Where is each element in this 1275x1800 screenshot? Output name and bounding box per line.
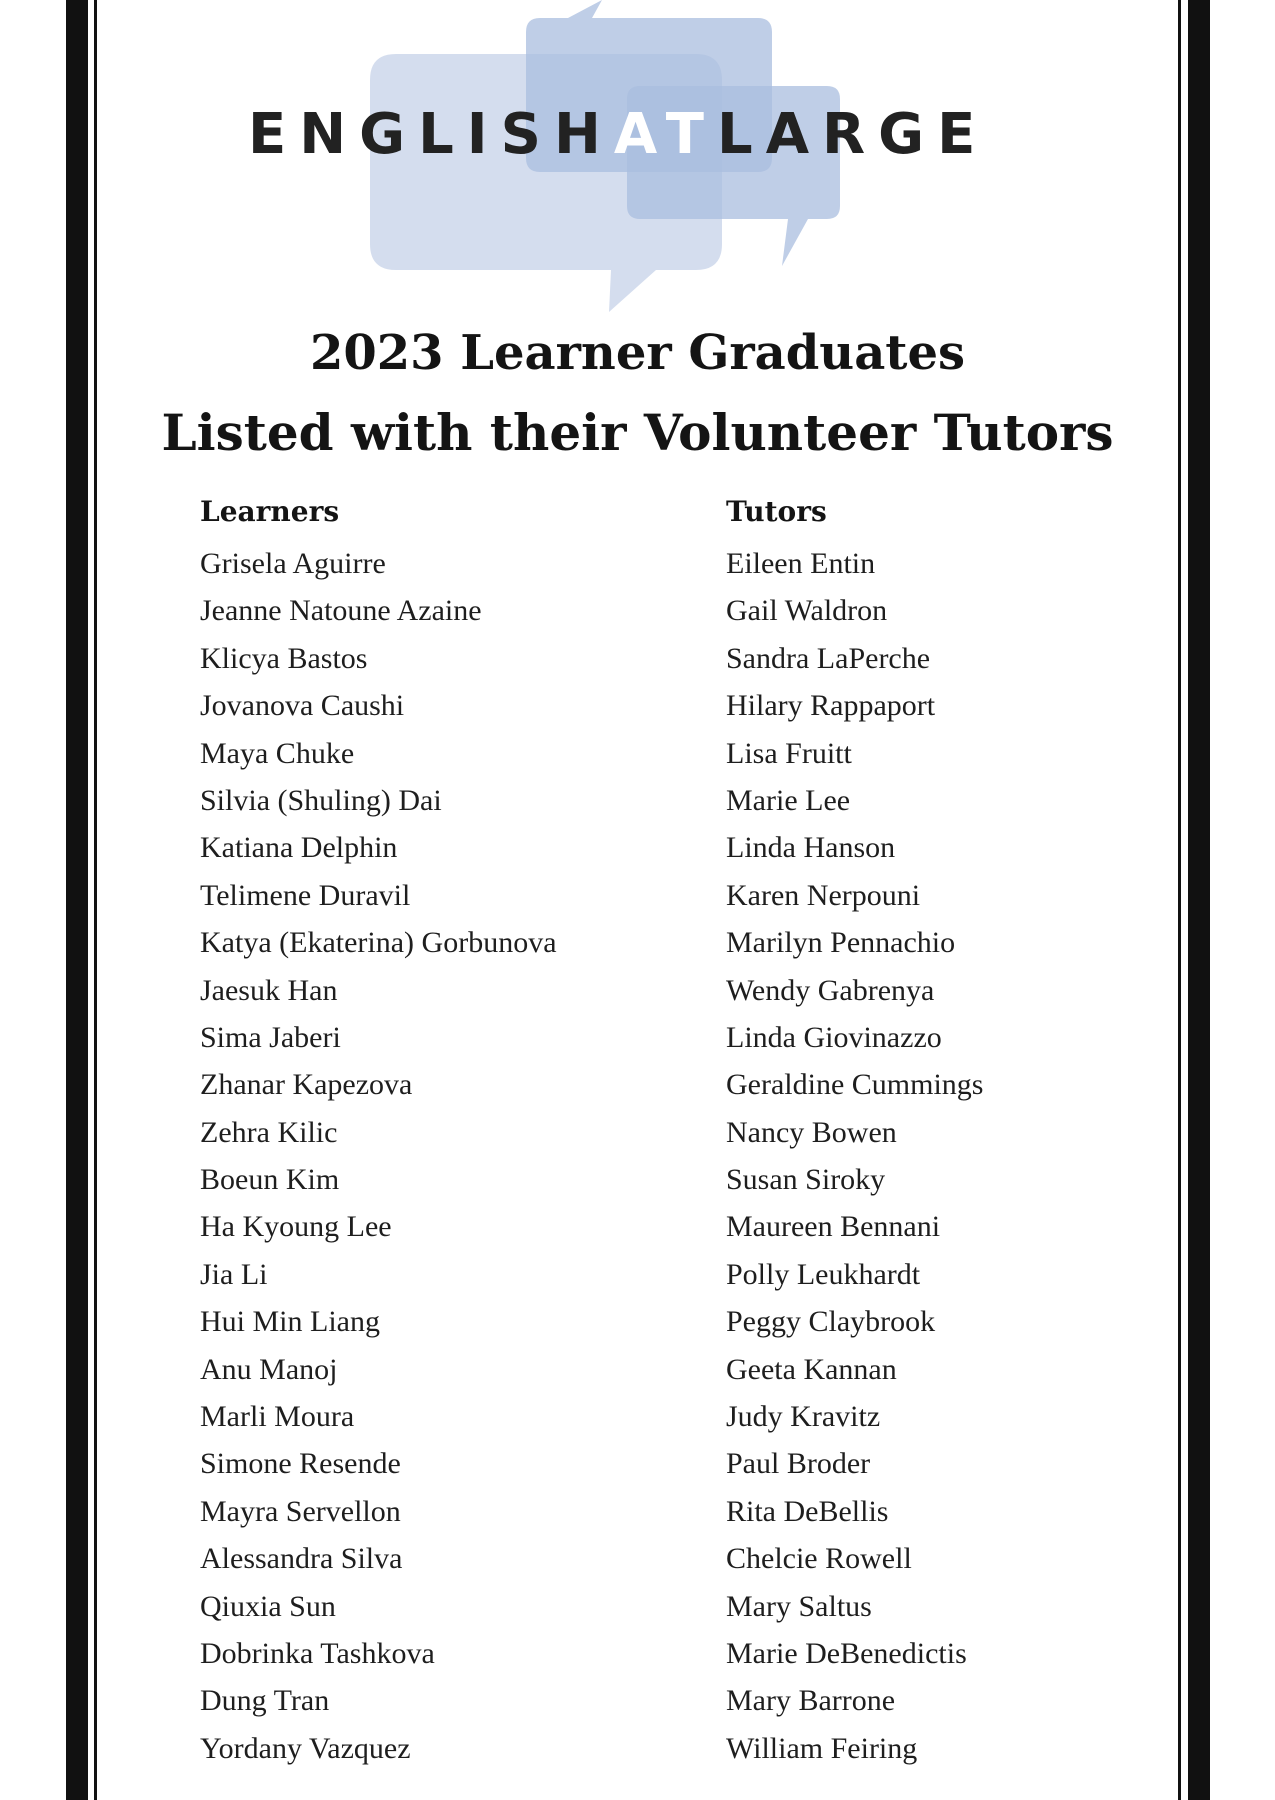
tutor-name: Sandra LaPerche: [726, 641, 931, 675]
tutor-name: William Feiring: [726, 1731, 918, 1765]
page-border-left-inner: [94, 0, 97, 1800]
tutor-name: Chelcie Rowell: [726, 1542, 912, 1576]
tutor-name: Polly Leukhardt: [726, 1257, 921, 1291]
tutor-name: Linda Giovinazzo: [726, 1020, 942, 1054]
learner-name: Qiuxia Sun: [200, 1589, 336, 1623]
page-border-right-inner: [1178, 0, 1181, 1800]
tutor-name: Marie DeBenedictis: [726, 1636, 967, 1670]
learner-name: Jia Li: [200, 1257, 268, 1291]
learner-name: Anu Manoj: [200, 1352, 338, 1386]
tutor-name: Susan Siroky: [726, 1163, 886, 1197]
learner-name: Katiana Delphin: [200, 831, 398, 865]
tutors-heading: Tutors: [726, 495, 827, 528]
tutor-name: Marilyn Pennachio: [726, 926, 956, 960]
tutor-name: Rita DeBellis: [726, 1494, 889, 1528]
learner-name: Yordany Vazquez: [200, 1731, 411, 1765]
learner-name: Boeun Kim: [200, 1163, 340, 1197]
page-border-right: [1188, 0, 1210, 1800]
learner-name: Hui Min Liang: [200, 1305, 380, 1339]
page-subtitle: Listed with their Volunteer Tutors: [161, 403, 1114, 462]
learner-name: Jeanne Natoune Azaine: [200, 594, 482, 628]
learners-list: [200, 540, 700, 1772]
tutor-name: Maureen Bennani: [726, 1210, 941, 1244]
learner-name: Jovanova Caushi: [200, 689, 405, 723]
page-border-left: [66, 0, 88, 1800]
tutor-name: Linda Hanson: [726, 831, 896, 865]
learner-name: Mayra Servellon: [200, 1494, 401, 1528]
tutors-list: [726, 540, 1166, 1772]
tutor-name: Wendy Gabrenya: [726, 973, 935, 1007]
learners-heading: Learners: [200, 495, 340, 528]
tutor-name: Geraldine Cummings: [726, 1068, 984, 1102]
tutor-name: Peggy Claybrook: [726, 1305, 936, 1339]
tutor-name: Nancy Bowen: [726, 1115, 897, 1149]
learner-name: Simone Resende: [200, 1447, 401, 1481]
tutor-name: Marie Lee: [726, 783, 851, 817]
learner-name: Klicya Bastos: [200, 641, 368, 675]
tutors-column: [726, 492, 1166, 1772]
learner-name: Katya (Ekaterina) Gorbunova: [200, 926, 557, 960]
learner-name: Zehra Kilic: [200, 1115, 338, 1149]
tutor-name: Eileen Entin: [726, 547, 876, 580]
tutor-name: Paul Broder: [726, 1447, 871, 1481]
learner-name: Alessandra Silva: [200, 1542, 403, 1576]
logo-word-english: ENGLISH: [248, 102, 614, 167]
tutor-name: Hilary Rappaport: [726, 689, 936, 723]
learner-name: Ha Kyoung Lee: [200, 1210, 392, 1244]
learner-name: Sima Jaberi: [200, 1020, 341, 1054]
learner-name: Dobrinka Tashkova: [200, 1636, 435, 1670]
tutor-name: Mary Saltus: [726, 1589, 872, 1623]
learner-name: Zhanar Kapezova: [200, 1068, 413, 1102]
tutor-name: Karen Nerpouni: [726, 878, 921, 912]
learner-name: Maya Chuke: [200, 736, 355, 770]
tutor-name: Geeta Kannan: [726, 1352, 897, 1386]
learner-name: Dung Tran: [200, 1684, 330, 1718]
learner-name: Marli Moura: [200, 1400, 355, 1434]
tutor-name: Gail Waldron: [726, 594, 888, 628]
tutor-name: Judy Kravitz: [726, 1400, 881, 1434]
learners-column: [200, 492, 700, 1772]
page-title: 2023 Learner Graduates: [309, 325, 966, 381]
logo-word-large: LARGE: [717, 102, 989, 167]
learner-name: Telimene Duravil: [200, 878, 411, 912]
english-at-large-logo: [236, 0, 1046, 320]
logo-word-at: AT: [613, 102, 718, 167]
learner-name: Silvia (Shuling) Dai: [200, 783, 442, 817]
learner-name: Jaesuk Han: [200, 973, 338, 1007]
tutor-name: Lisa Fruitt: [726, 736, 852, 770]
learner-name: Grisela Aguirre: [200, 547, 386, 580]
tutor-name: Mary Barrone: [726, 1684, 896, 1718]
logo-wordmark: [248, 100, 988, 170]
